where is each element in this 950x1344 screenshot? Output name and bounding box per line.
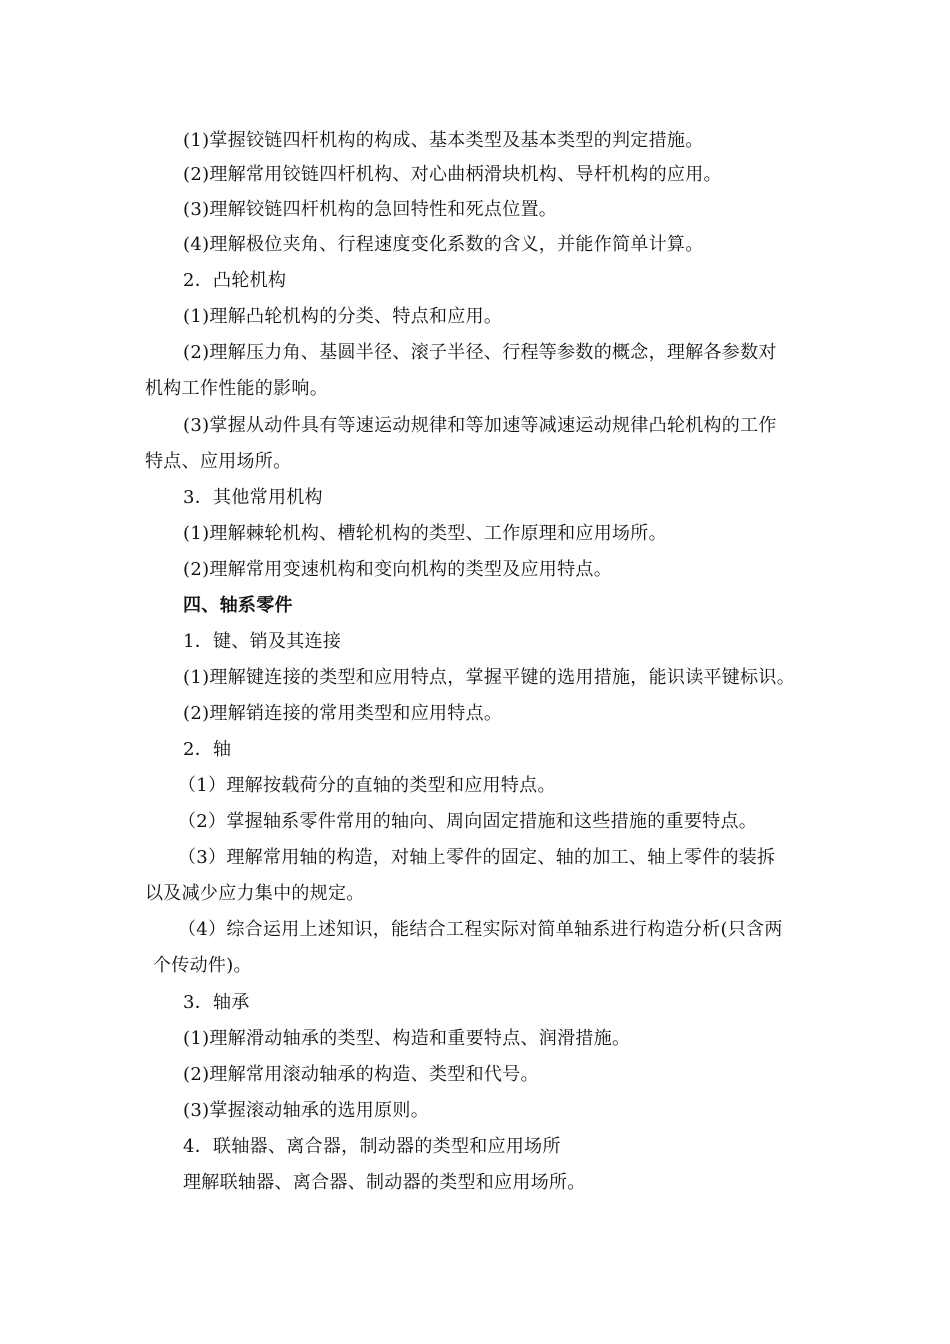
- text-line: 机构工作性能的影响。: [145, 378, 328, 399]
- text-line: (3)掌握滚动轴承的选用原则。: [183, 1100, 429, 1121]
- text-line: 理解联轴器、离合器、制动器的类型和应用场所。: [183, 1172, 586, 1193]
- text-line: (1)掌握铰链四杆机构的构成、基本类型及基本类型的判定措施。: [183, 130, 704, 151]
- text-line: （2）掌握轴系零件常用的轴向、周向固定措施和这些措施的重要特点。: [178, 811, 758, 832]
- text-line: (2)理解压力角、基圆半径、滚子半径、行程等参数的概念，理解各参数对: [183, 342, 777, 363]
- text-line: (2)理解常用滚动轴承的构造、类型和代号。: [183, 1064, 539, 1085]
- text-line: (1)理解键连接的类型和应用特点，掌握平键的选用措施，能识读平键标识。: [183, 667, 795, 688]
- text-line: (3)掌握从动件具有等速运动规律和等加速等减速运动规律凸轮机构的工作: [183, 415, 777, 436]
- text-line: 以及减少应力集中的规定。: [145, 883, 365, 904]
- section-heading: 4．联轴器、离合器，制动器的类型和应用场所: [183, 1136, 561, 1157]
- text-line: (2)理解常用铰链四杆机构、对心曲柄滑块机构、导杆机构的应用。: [183, 164, 722, 185]
- section-heading: 3．轴承: [183, 992, 250, 1013]
- text-line: (2)理解常用变速机构和变向机构的类型及应用特点。: [183, 559, 612, 580]
- text-line: (2)理解销连接的常用类型和应用特点。: [183, 703, 503, 724]
- text-line: (1)理解棘轮机构、槽轮机构的类型、工作原理和应用场所。: [183, 523, 667, 544]
- text-line: (4)理解极位夹角、行程速度变化系数的含义，并能作简单计算。: [183, 234, 704, 255]
- text-line: (1)理解滑动轴承的类型、构造和重要特点、润滑措施。: [183, 1028, 631, 1049]
- text-line: 特点、应用场所。: [145, 451, 292, 472]
- section-heading: 2．凸轮机构: [183, 270, 287, 291]
- text-line: 个传动件)。: [153, 955, 252, 976]
- chapter-heading: 四、轴系零件: [183, 595, 293, 616]
- section-heading: 1．键、销及其连接: [183, 631, 342, 652]
- text-line: (3)理解铰链四杆机构的急回特性和死点位置。: [183, 199, 558, 220]
- text-line: （4）综合运用上述知识，能结合工程实际对简单轴系进行构造分析(只含两: [178, 919, 783, 940]
- section-heading: 2．轴: [183, 739, 232, 760]
- section-heading: 3．其他常用机构: [183, 487, 323, 508]
- text-line: （3）理解常用轴的构造，对轴上零件的固定、轴的加工、轴上零件的装拆: [178, 847, 776, 868]
- text-line: （1）理解按载荷分的直轴的类型和应用特点。: [178, 775, 556, 796]
- text-line: (1)理解凸轮机构的分类、特点和应用。: [183, 306, 503, 327]
